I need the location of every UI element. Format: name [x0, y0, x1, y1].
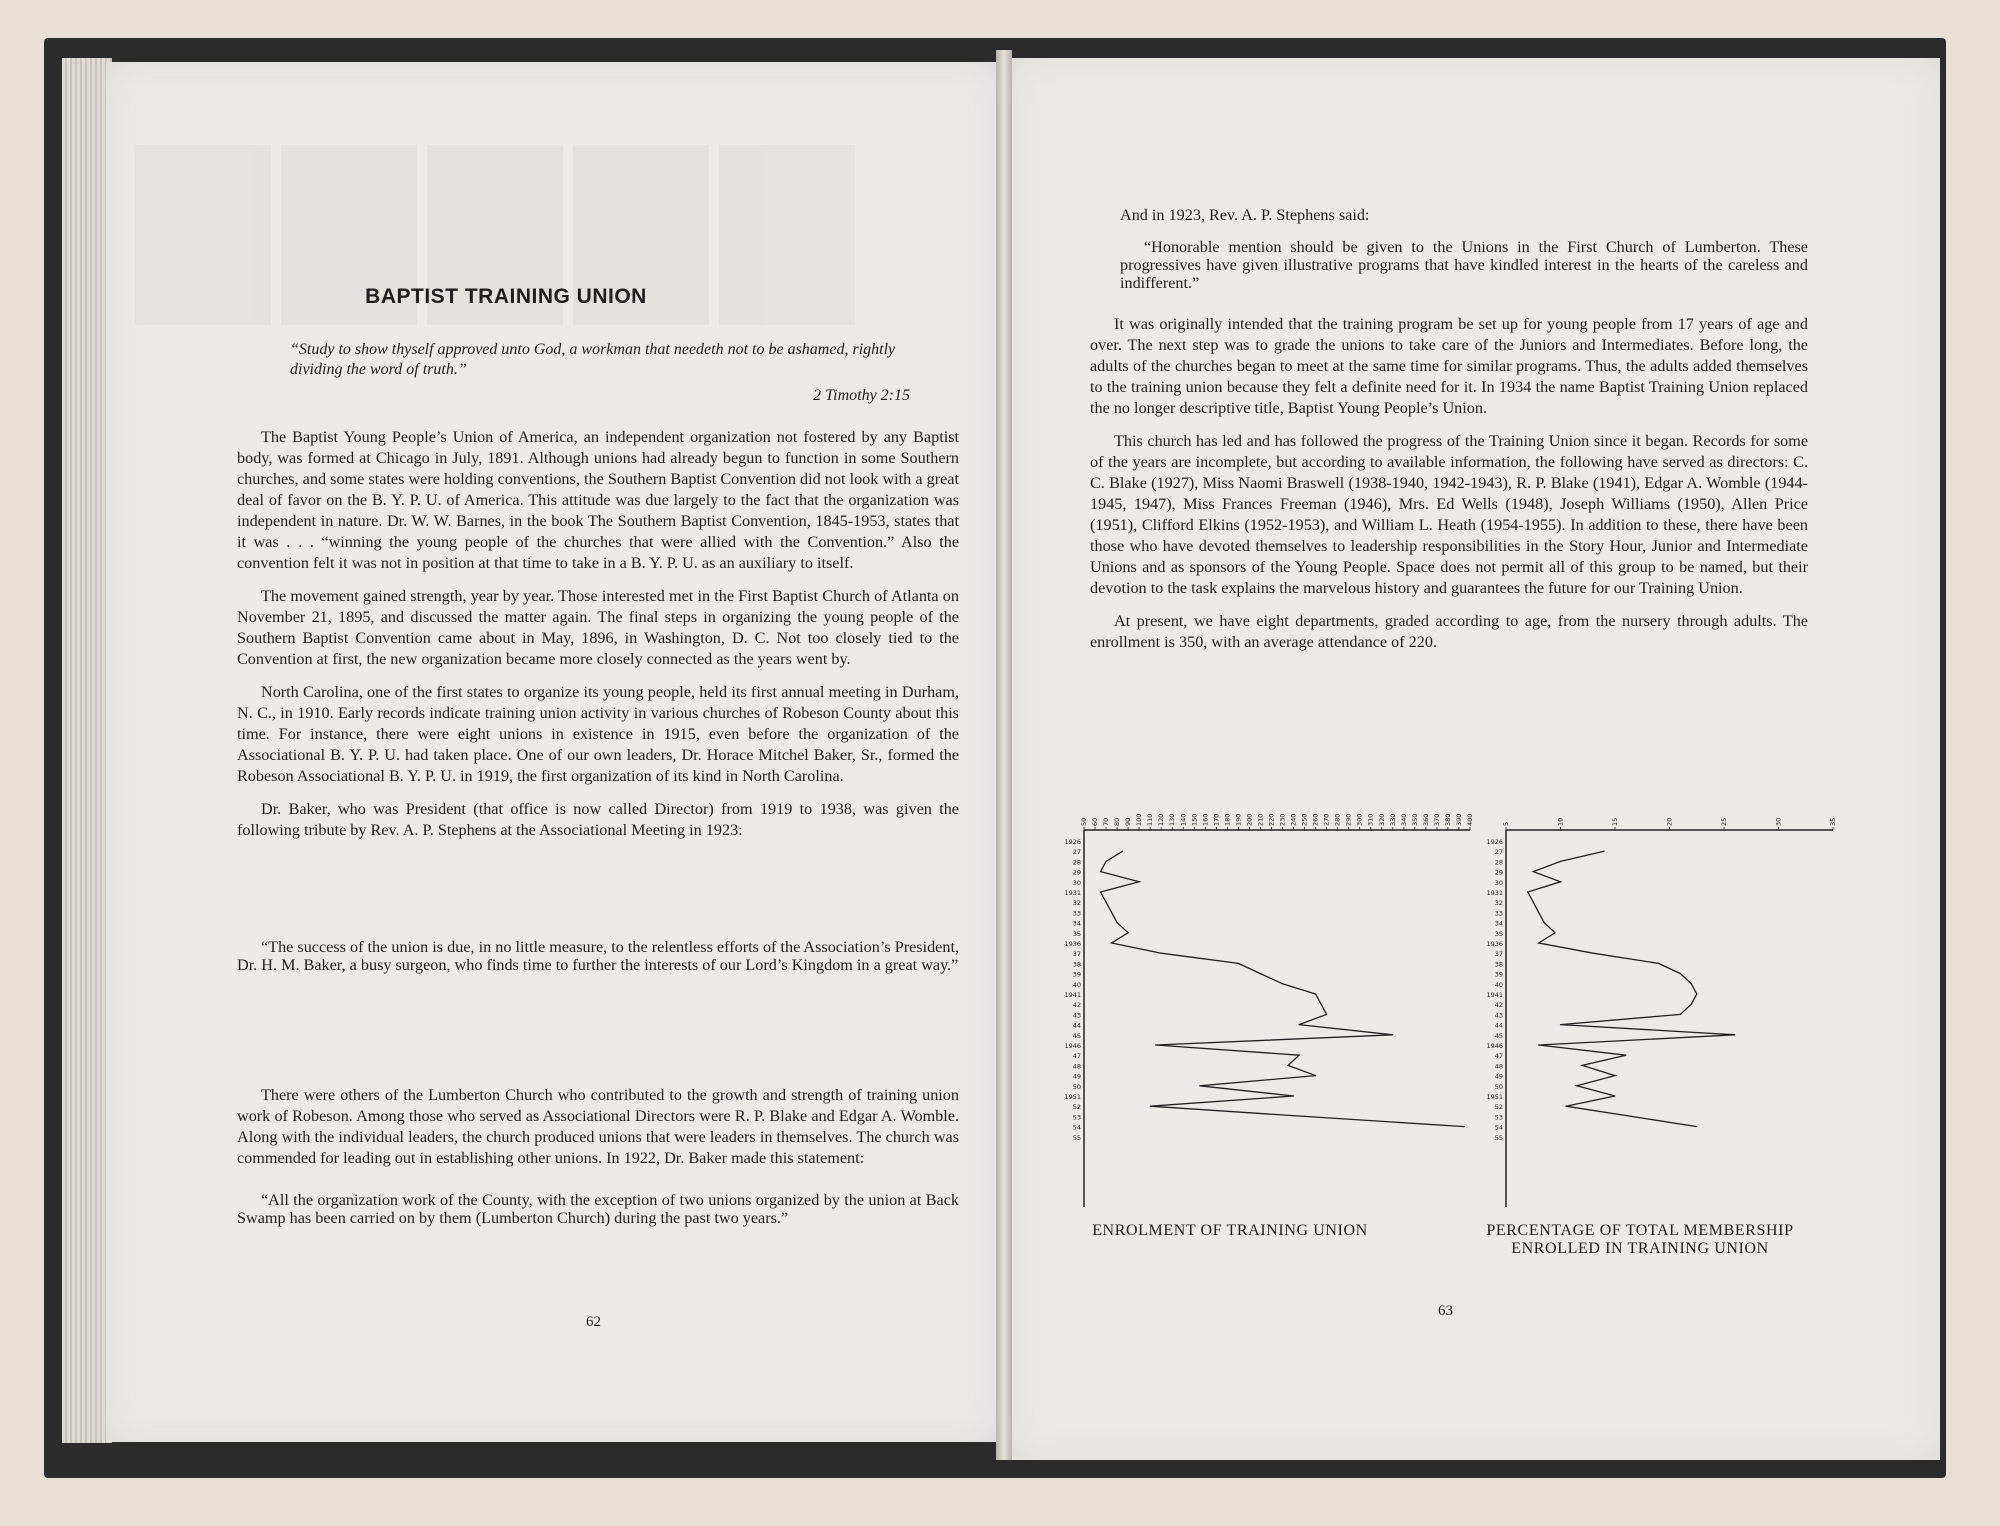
x-tick-label: 300: [1355, 813, 1364, 826]
y-tick-label: 1946: [1064, 1042, 1081, 1050]
x-tick-label: 400: [1466, 813, 1474, 826]
x-tick-label: 180: [1223, 813, 1232, 826]
paragraph: The Baptist Young People’s Union of America, an independent organization not fostered by any Baptist body, was formed at Chicago in July, 1891. Although unions had already begun to function in some Southern churches, and some states were holding conventions, the Southern Baptist Convention did not look with a great deal of favor on the B. Y. P. U. of America. This attitude was due largely to the fact that the organization was independent in nature. Dr. W. W. Barnes, in the book The Southern Baptist Convention, 1845-1953, states that it was . . . “winning the young people of the churches that were allied with the Convention.” Also the convention felt it was not in position at that time to take in a B. Y. P. U. as an auxiliary to itself.: [237, 428, 959, 572]
y-tick-label: 45: [1072, 1031, 1081, 1040]
epigraph-reference: 2 Timothy 2:15: [813, 387, 910, 404]
x-tick-label: 140: [1179, 813, 1188, 826]
x-tick-label: 200: [1245, 813, 1254, 826]
y-tick-label: 34: [1072, 919, 1081, 928]
x-tick-label: 320: [1377, 813, 1386, 826]
paragraph: North Carolina, one of the first states to organize its young people, held its first annual meeting in Durham, N. C., in 1910. Early records indicate training union activity in various churches of Robeson County about this time. For instance, there were eight unions in existence in 1915, even before the organization of the Associational B. Y. P. U. had taken place. One of our own leaders, Dr. Horace Mitchel Baker, Sr., formed the Robeson Associational B. Y. P. U. in 1919, the first organization of its kind in North Carolina.: [237, 683, 959, 785]
data-point: [1582, 1065, 1583, 1066]
y-tick-label: 54: [1072, 1123, 1081, 1132]
x-tick-label: 10: [1556, 817, 1565, 826]
x-tick-label: 170: [1212, 813, 1221, 826]
data-point: [1538, 912, 1539, 913]
x-tick-label: 150: [1190, 813, 1199, 826]
x-tick-label: 230: [1278, 813, 1287, 826]
paragraph: The movement gained strength, year by year. Those interested met in the First Baptist Church of Atlanta on November 21, 1895, and discussed the matter again. The final steps in organizing the young people of the Southern Baptist Convention came about in May, 1896, in Washington, D. C. Not too closely tied to the Convention at first, the new organization became more closely connected as the years went by.: [237, 587, 959, 668]
x-tick-label: 210: [1256, 813, 1265, 826]
data-point: [1658, 963, 1659, 964]
x-tick-label: 260: [1311, 813, 1320, 826]
right-body: [1090, 205, 1808, 665]
y-tick-label: 34: [1494, 919, 1503, 928]
paragraph: And in 1923, Rev. A. P. Stephens said:: [1120, 206, 1370, 224]
data-point: [1105, 902, 1106, 903]
data-point: [1111, 912, 1112, 913]
data-point: [1238, 963, 1239, 964]
data-point: [1100, 891, 1101, 892]
paragraph: It was originally intended that the training program be set up for young people from 17 years of age and over. The next step was to grade the unions to take care of the Juniors and Intermediates. Before long, the adults of the churches began to meet at the same time for similar programs. Thus, the adults added themselves to the training union because they felt a definite need for it. In 1934 the name Baptist Training Union replaced the no longer descriptive title, Baptist Young People’s Union.: [1090, 315, 1808, 417]
x-tick-label: 20: [1665, 817, 1674, 826]
paragraph: At present, we have eight departments, graded according to age, from the nursery through adults. The enrollment is 350, with an average attendance of 220.: [1090, 612, 1808, 651]
y-tick-label: 55: [1072, 1133, 1081, 1142]
y-tick-label: 30: [1494, 878, 1503, 887]
page-edges: [62, 58, 112, 1443]
book-gutter: [996, 50, 1012, 1460]
x-tick-label: 190: [1234, 813, 1243, 826]
data-point: [1696, 993, 1697, 994]
y-tick-label: 1946: [1486, 1042, 1503, 1050]
page-number: 62: [586, 1314, 601, 1330]
data-point: [1105, 861, 1106, 862]
data-point: [1139, 881, 1140, 882]
y-tick-label: 48: [1494, 1062, 1503, 1071]
x-tick-label: 110: [1146, 813, 1155, 826]
data-point: [1544, 922, 1545, 923]
data-point: [1680, 1014, 1681, 1015]
y-tick-label: 39: [1494, 970, 1503, 979]
y-tick-label: 1951: [1064, 1093, 1081, 1101]
y-tick-label: 50: [1494, 1082, 1503, 1091]
data-point: [1560, 861, 1561, 862]
data-point: [1161, 953, 1162, 954]
x-tick-label: 90: [1124, 817, 1133, 826]
y-tick-label: 48: [1072, 1062, 1081, 1071]
y-tick-label: 53: [1494, 1113, 1503, 1122]
left-body-continued: [237, 1085, 959, 1239]
y-tick-label: 28: [1072, 858, 1081, 867]
data-point: [1155, 1044, 1156, 1045]
x-tick-label: 30: [1774, 817, 1783, 826]
data-point: [1691, 983, 1692, 984]
data-point: [1604, 851, 1605, 852]
x-tick-label: 50: [1080, 817, 1088, 826]
data-point: [1293, 1095, 1294, 1096]
y-tick-label: 44: [1494, 1021, 1503, 1030]
data-point: [1150, 1106, 1151, 1107]
x-tick-label: 270: [1322, 813, 1331, 826]
y-tick-label: 38: [1494, 960, 1503, 969]
data-point: [1593, 953, 1594, 954]
x-tick-label: 100: [1135, 813, 1144, 826]
data-point: [1680, 973, 1681, 974]
y-tick-label: 50: [1072, 1082, 1081, 1091]
y-tick-label: 28: [1494, 858, 1503, 867]
page-title: BAPTIST TRAINING UNION: [365, 285, 647, 308]
y-tick-label: 1926: [1486, 838, 1503, 846]
y-tick-label: 1931: [1486, 889, 1503, 897]
y-tick-label: 47: [1072, 1052, 1081, 1061]
data-point: [1625, 1055, 1626, 1056]
data-point: [1100, 871, 1101, 872]
x-tick-label: 250: [1300, 813, 1309, 826]
y-tick-label: 54: [1494, 1123, 1503, 1132]
y-tick-label: 49: [1494, 1072, 1503, 1081]
y-tick-label: 53: [1072, 1113, 1081, 1122]
left-quote-block: [237, 938, 959, 986]
data-point: [1298, 1055, 1299, 1056]
data-point: [1315, 993, 1316, 994]
x-tick-label: 360: [1421, 813, 1430, 826]
epigraph-text: “Study to show thyself approved unto God, a workman that needeth not to be ashamed, rightly dividing the word of truth.”: [290, 341, 896, 378]
data-point: [1116, 922, 1117, 923]
data-point: [1287, 1065, 1288, 1066]
data-point: [1111, 942, 1112, 943]
data-point: [1527, 891, 1528, 892]
y-tick-label: 37: [1072, 950, 1081, 959]
y-tick-label: 27: [1072, 848, 1081, 857]
x-tick-label: 370: [1432, 813, 1441, 826]
x-tick-label: 80: [1113, 817, 1122, 826]
x-tick-label: 160: [1201, 813, 1210, 826]
x-tick-label: 340: [1399, 813, 1408, 826]
x-tick-label: 350: [1410, 813, 1419, 826]
data-point: [1631, 1116, 1632, 1117]
y-tick-label: 29: [1072, 868, 1081, 877]
data-point: [1326, 1014, 1327, 1015]
data-point: [1315, 1075, 1316, 1076]
y-tick-label: 40: [1494, 980, 1503, 989]
block-quote: “All the organization work of the County, with the exception of two unions organized by the union at Back Swamp has been carried on by them (Lumberton Church) during the past two years.”: [237, 1191, 959, 1227]
y-tick-label: 1931: [1064, 889, 1081, 897]
chart-caption: PERCENTAGE OF TOTAL MEMBERSHIP ENROLLED IN TRAINING UNION: [1486, 1222, 1794, 1257]
y-tick-label: 52: [1494, 1103, 1503, 1112]
x-tick-label: 70: [1102, 817, 1111, 826]
paragraph: Dr. Baker, who was President (that office is now called Director) from 1919 to 1938, was given the following tribute by Rev. A. P. Stephens at the Associational Meeting in 1923:: [237, 800, 959, 839]
data-point: [1560, 1024, 1561, 1025]
y-tick-label: 45: [1494, 1031, 1503, 1040]
y-tick-label: 47: [1494, 1052, 1503, 1061]
data-point: [1128, 932, 1129, 933]
data-point: [1734, 1034, 1735, 1035]
data-point: [1614, 1095, 1615, 1096]
data-point: [1614, 1075, 1615, 1076]
y-tick-label: 42: [1494, 1001, 1503, 1010]
y-tick-label: 52: [1072, 1103, 1081, 1112]
y-tick-label: 1941: [1064, 991, 1081, 999]
data-point: [1122, 851, 1123, 852]
y-tick-label: 32: [1494, 899, 1503, 908]
y-tick-label: 43: [1072, 1011, 1081, 1020]
y-tick-label: 1936: [1064, 940, 1081, 948]
x-tick-label: 280: [1333, 813, 1342, 826]
chart-caption: ENROLMENT OF TRAINING UNION: [1092, 1222, 1368, 1239]
x-tick-label: 35: [1829, 817, 1837, 826]
y-tick-label: 32: [1072, 899, 1081, 908]
y-tick-label: 27: [1494, 848, 1503, 857]
data-point: [1560, 881, 1561, 882]
x-tick-label: 380: [1443, 813, 1452, 826]
y-tick-label: 38: [1072, 960, 1081, 969]
x-tick-label: 390: [1454, 813, 1463, 826]
y-tick-label: 33: [1494, 909, 1503, 918]
x-tick-label: 290: [1344, 813, 1353, 826]
y-tick-label: 42: [1072, 1001, 1081, 1010]
data-point: [1298, 1024, 1299, 1025]
paragraph: This church has led and has followed the progress of the Training Union since it began. Records for some of the years are incomplete, but according to available information, the following have served as directors: C. C. Blake (1927), Miss Naomi Braswell (1938-1940, 1942-1943), R. P. Blake (1941), Edgar A. Womble (1944-1945, 1947), Miss Frances Freeman (1946), Mrs. Ed Wells (1948), Joseph Williams (1950), Allen Price (1951), Clifford Elkins (1952-1953), and William L. Heath (1954-1955). In addition to these, there have been those who have devoted themselves to leadership responsibilities in the Story Hour, Junior and Intermediate Unions and as sponsors of the Young People. Space does not permit all of this group to be named, but their devotion to the task explains the marvelous history and guarantees the future for our Training Union.: [1090, 432, 1808, 597]
page-number: 63: [1438, 1303, 1453, 1319]
x-tick-label: 240: [1289, 813, 1298, 826]
y-tick-label: 55: [1494, 1133, 1503, 1142]
y-tick-label: 1936: [1486, 940, 1503, 948]
data-point: [1392, 1034, 1393, 1035]
data-point: [1321, 1004, 1322, 1005]
percentage-chart: [1480, 805, 1840, 1215]
data-point: [1565, 1106, 1566, 1107]
y-tick-label: 39: [1072, 970, 1081, 979]
paragraph: There were others of the Lumberton Church who contributed to the growth and strength of training union work of Robeson. Among those who served as Associational Directors were R. P. Blake and Edgar A. Womble. Along with the individual leaders, the church produced unions that were leaders in themselves. The church was commended for leading out in establishing other unions. In 1922, Dr. Baker made this statement:: [237, 1086, 959, 1167]
data-point: [1282, 983, 1283, 984]
data-point: [1199, 1085, 1200, 1086]
data-point: [1533, 871, 1534, 872]
x-tick-label: 130: [1168, 813, 1177, 826]
data-point: [1533, 902, 1534, 903]
data-point: [1554, 932, 1555, 933]
y-tick-label: 35: [1494, 929, 1503, 938]
block-quote: “The success of the union is due, in no little measure, to the relentless efforts of the Association’s President, Dr. H. M. Baker, a busy surgeon, who finds time to further the interests of our Lord’s Kingdom in a great way.”: [237, 938, 959, 974]
y-tick-label: 40: [1072, 980, 1081, 989]
data-point: [1538, 942, 1539, 943]
series-line: [1528, 851, 1735, 1126]
data-point: [1576, 1085, 1577, 1086]
x-tick-label: 330: [1388, 813, 1397, 826]
series-line: [1101, 851, 1465, 1126]
y-tick-label: 44: [1072, 1021, 1081, 1030]
y-tick-label: 35: [1072, 929, 1081, 938]
x-tick-label: 310: [1366, 813, 1375, 826]
y-tick-label: 1951: [1486, 1093, 1503, 1101]
data-point: [1304, 1116, 1305, 1117]
y-tick-label: 1941: [1486, 991, 1503, 999]
epigraph: [290, 340, 910, 406]
x-tick-label: 5: [1502, 821, 1510, 826]
block-quote: “Honorable mention should be given to the Unions in the First Church of Lumberton. These progressives have given illustrative programs that have kindled interest in the hearts of the careless and indifferent.”: [1120, 238, 1808, 292]
y-tick-label: 1926: [1064, 838, 1081, 846]
data-point: [1696, 1126, 1697, 1127]
y-tick-label: 29: [1494, 868, 1503, 877]
x-tick-label: 15: [1611, 817, 1619, 826]
y-tick-label: 30: [1072, 878, 1081, 887]
data-point: [1464, 1126, 1465, 1127]
x-tick-label: 25: [1720, 817, 1728, 826]
data-point: [1538, 1044, 1539, 1045]
x-tick-label: 220: [1267, 813, 1276, 826]
y-tick-label: 37: [1494, 950, 1503, 959]
data-point: [1691, 1004, 1692, 1005]
y-tick-label: 33: [1072, 909, 1081, 918]
x-tick-label: 60: [1091, 817, 1100, 826]
left-body: [237, 427, 959, 853]
enrolment-chart: [1058, 805, 1478, 1215]
y-tick-label: 43: [1494, 1011, 1503, 1020]
data-point: [1260, 973, 1261, 974]
y-tick-label: 49: [1072, 1072, 1081, 1081]
x-tick-label: 120: [1157, 813, 1166, 826]
